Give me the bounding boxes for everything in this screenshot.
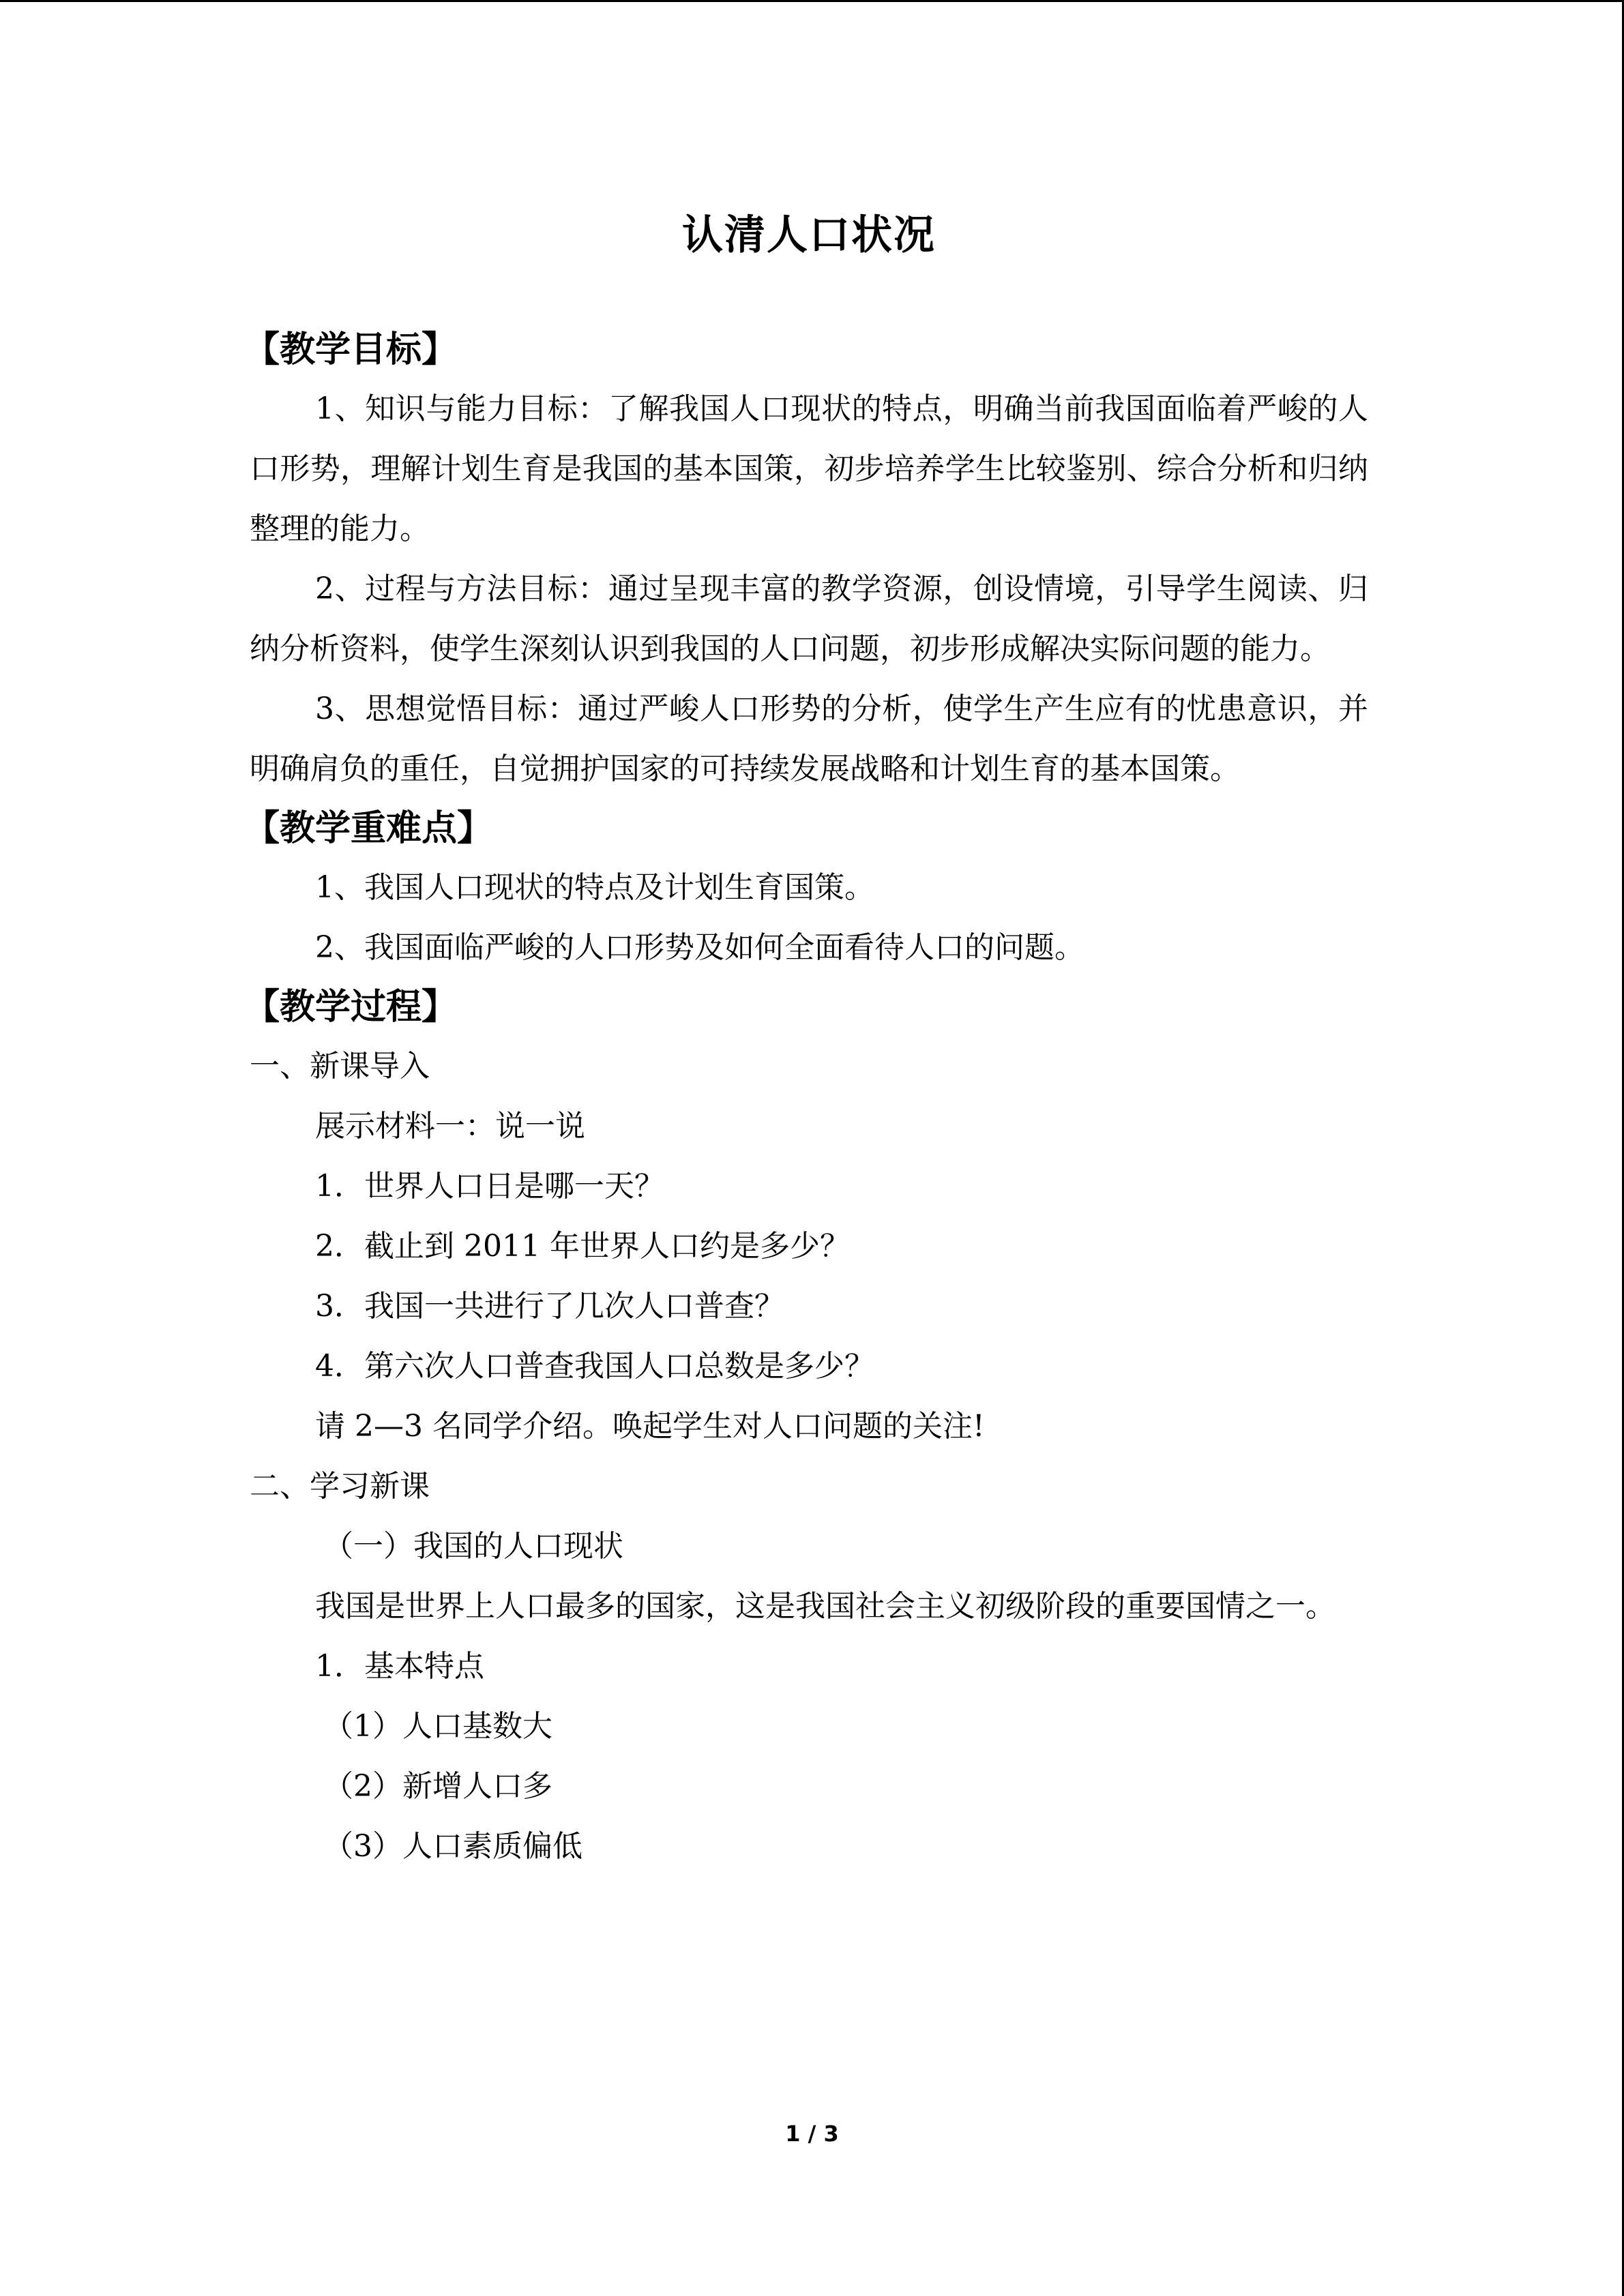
- feature-title: 1．基本特点: [315, 1649, 484, 1684]
- section-heading-goals: 【教学目标】: [244, 329, 458, 370]
- page-number: 1 / 3: [785, 2121, 839, 2147]
- question-item-3: 3．我国一共进行了几次人口普查？: [315, 1289, 784, 1324]
- part1-material: 展示材料一：说一说: [315, 1109, 585, 1144]
- part2-title: 二、学习新课: [250, 1469, 430, 1504]
- feature-item-1: （1）人口基数大: [323, 1709, 552, 1744]
- keypoint-item-2: 2、我国面临严峻的人口形势及如何全面看待人口的问题。: [315, 930, 1084, 965]
- keypoint-item-1: 1、我国人口现状的特点及计划生育国策。: [315, 870, 874, 905]
- document-title: 认清人口状况: [682, 211, 936, 259]
- question-item-2: 2．截止到 2011 年世界人口约是多少？: [315, 1229, 850, 1264]
- document-page: [244, 205, 1368, 1877]
- feature-item-2: （2）新增人口多: [323, 1769, 552, 1804]
- part2-subtitle: （一）我国的人口现状: [323, 1529, 623, 1564]
- goal-item-1: 1、知识与能力目标：了解我国人口现状的特点，明确当前我国面临着严峻的人口形势，理解计划生育是我国的基本国策，初步培养学生比较鉴别、综合分析和归纳整理的能力。: [250, 391, 1368, 546]
- top-border: [0, 0, 1624, 2]
- question-item-4: 4．第六次人口普查我国人口总数是多少？: [315, 1349, 874, 1384]
- question-item-1: 1．世界人口日是哪一天？: [315, 1169, 664, 1204]
- section-heading-keypoints: 【教学重难点】: [244, 808, 493, 849]
- goal-item-2: 2、过程与方法目标：通过呈现丰富的教学资源，创设情境，引导学生阅读、归纳分析资料，使学生深刻认识到我国的人口问题，初步形成解决实际问题的能力。: [250, 571, 1368, 666]
- section-heading-process: 【教学过程】: [244, 987, 458, 1028]
- feature-item-3: （3）人口素质偏低: [323, 1829, 582, 1864]
- part1-title: 一、新课导入: [250, 1049, 430, 1084]
- goal-item-3: 3、思想觉悟目标：通过严峻人口形势的分析，使学生产生应有的忧患意识，并明确肩负的重任，自觉拥护国家的可持续发展战略和计划生育的基本国策。: [250, 691, 1368, 786]
- part1-closing: 请 2—3 名同学介绍。唤起学生对人口问题的关注!: [315, 1409, 985, 1444]
- part2-intro: 我国是世界上人口最多的国家，这是我国社会主义初级阶段的重要国情之一。: [315, 1589, 1335, 1624]
